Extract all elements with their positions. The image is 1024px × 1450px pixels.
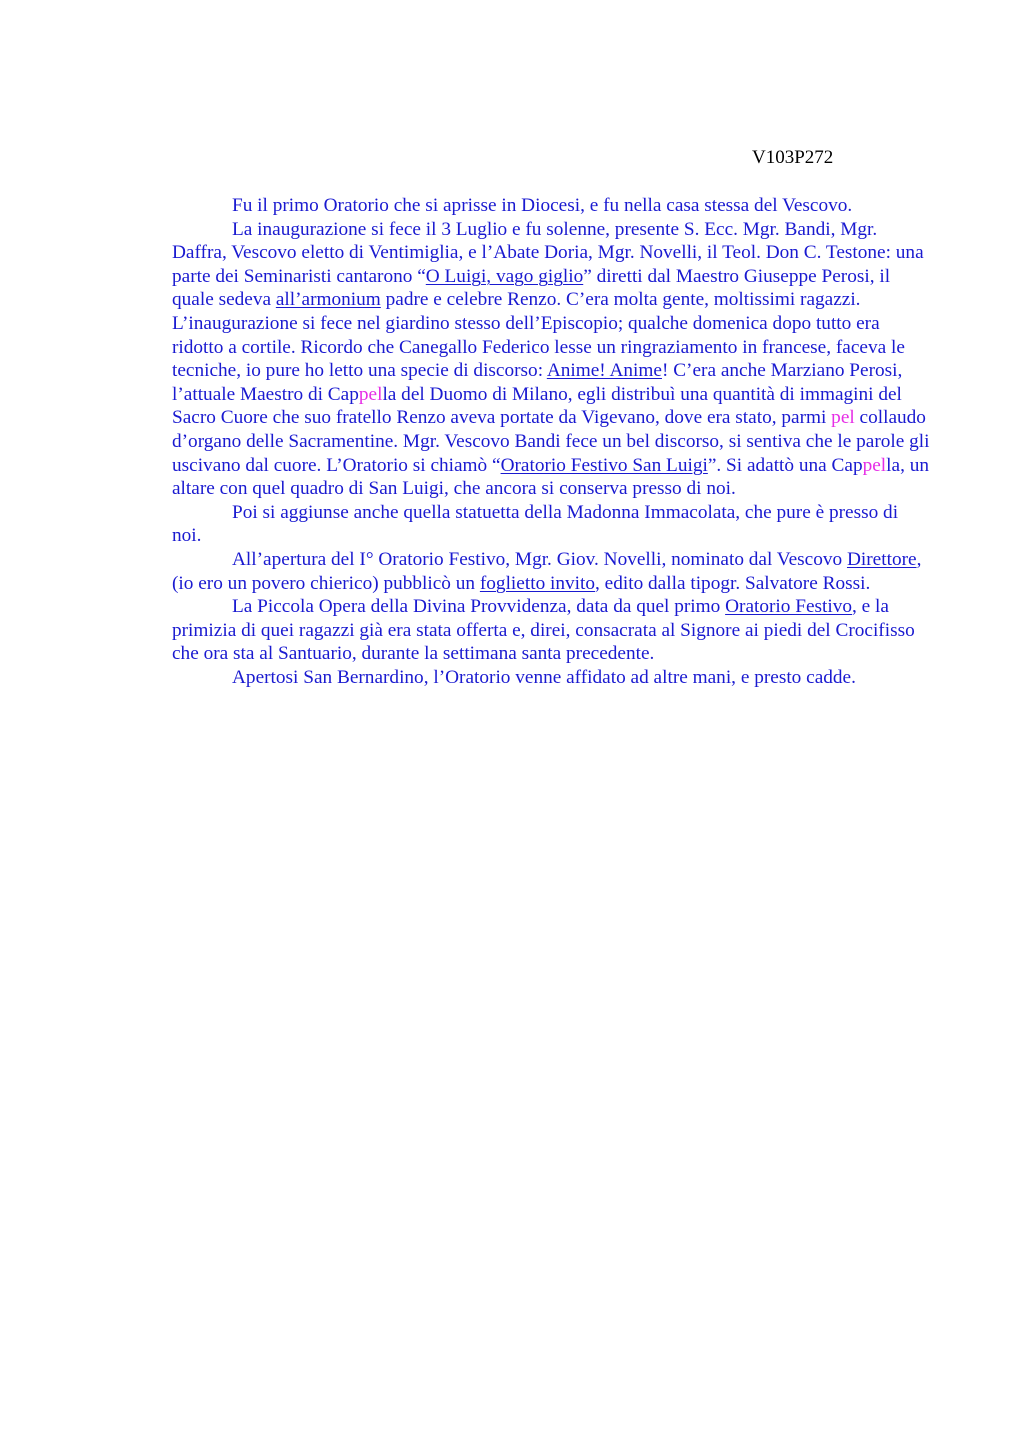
text-run: La inaugurazione si fece il 3 Luglio e fu solenne, presente S. Ecc. Mgr. Bandi, Mgr. Daffra, Vescovo eletto di Ventimiglia, e l’Abate Doria, Mgr. Novelli, il Teol. Don C. Testone: una parte dei Seminaristi cantarono “	[172, 218, 924, 287]
underlined-text: O Luigi, vago giglio	[425, 265, 584, 287]
text-run: la, un altare con quel quadro di San Luigi, che ancora si conserva presso di noi.	[172, 454, 929, 500]
text-run: , edito dalla tipogr. Salvatore Rossi.	[595, 572, 871, 594]
paragraph	[172, 218, 932, 501]
paragraph	[172, 666, 932, 690]
paragraph	[172, 548, 932, 595]
underlined-text: all’armonium	[275, 289, 381, 311]
page-code: V103P272	[752, 147, 834, 168]
text-run: , (io ero un povero chierico) pubblicò un	[172, 548, 922, 594]
text-run: padre e celebre Renzo. C’era molta gente, moltissimi ragazzi. L’inaugurazione si fece nel giardino stesso dell’Episcopio; qualche domenica dopo tutto era ridotto a cortile. Ricordo che Canegallo Federico lesse un ringraziamento in francese, faceva le tecniche, io pure ho letto una specie di discorso:	[172, 289, 905, 382]
text-run: , e la primizia di quei ragazzi già era stata offerta e, direi, consacrata al Signore ai piedi del Crocifisso che ora sta al Santuario, durante la settimana santa precedente.	[172, 596, 915, 665]
highlighted-text: pel	[862, 454, 887, 476]
text-run: ! C’era anche Marziano Perosi, l’attuale Maestro di Cap	[172, 360, 903, 405]
text-run: La Piccola Opera della Divina Provvidenza, data da quel primo	[232, 596, 726, 618]
text-run: Poi si aggiunse anche quella statuetta della Madonna Immacolata, che pure è presso di noi.	[172, 501, 899, 547]
paragraph	[172, 194, 932, 218]
text-run: Apertosi San Bernardino, l’Oratorio venne affidato ad altre mani, e presto cadde.	[232, 666, 856, 688]
document-body	[172, 194, 932, 689]
text-run: Fu il primo Oratorio che si aprisse in Diocesi, e fu nella casa stessa del Vescovo.	[232, 195, 853, 216]
text-run: ” diretti dal Maestro Giuseppe Perosi, il quale sedeva	[172, 265, 891, 311]
underlined-text: Oratorio Festivo	[725, 596, 853, 618]
highlighted-text: pel	[831, 407, 855, 429]
text-run: ”. Si adattò una Cap	[707, 454, 863, 476]
paragraph	[172, 501, 932, 548]
text-run: la del Duomo di Milano, egli distribuì una quantità di immagini del Sacro Cuore che suo fratello Renzo aveva portate da Vigevano, dove era stato, parmi	[172, 383, 902, 429]
paragraph	[172, 595, 932, 666]
text-run: collaudo d’organo delle Sacramentine. Mgr. Vescovo Bandi fece un bel discorso, si sentiva che le parole gli uscivano dal cuore. L’Oratorio si chiamò “	[172, 407, 930, 476]
highlighted-text: pel	[358, 383, 383, 405]
text-run: All’apertura del I° Oratorio Festivo, Mgr. Giov. Novelli, nominato dal Vescovo	[232, 548, 847, 570]
underlined-text: Oratorio Festivo San Luigi	[500, 454, 708, 476]
underlined-text: Anime! Anime	[546, 360, 662, 382]
underlined-text: Direttore	[846, 548, 917, 570]
underlined-text: foglietto invito	[479, 572, 596, 594]
